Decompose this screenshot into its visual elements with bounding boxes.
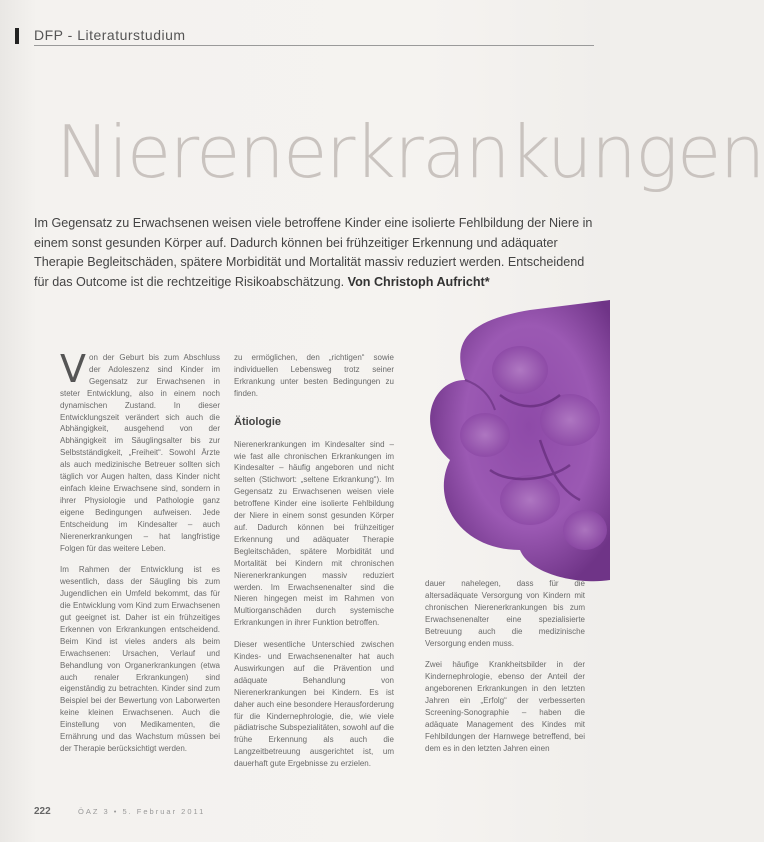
paragraph: Zwei häufige Krankheitsbilder in der Kindernephrologie, ebenso der Anteil der angeborenen Erkrankungen in den letzten Jahren ein „Erfolg“ der verbesserten Screening-Sonographie – haben die adäquate Management des Kindes mit Fehlbildungen der Harnwege betreffend, bei dem es in den letzten Jahren einen xyxy=(425,660,585,753)
paragraph: on der Geburt bis zum Abschluss der Adoleszenz sind Kinder im Gegensatz zur Erwachsenen in steter Entwicklung, also in einem noch dynamischen Zustand. In dieser Entwicklungszeit verändert sich auch die Abhängigkeit, ausgehend von der Abhängigkeit im Säuglingsalter bis zur Selbstständigkeit, „Freiheit“. Sowohl Ärzte als auch medizinische Betreuer sollten sich täglich vor Augen halten, dass Kinder nicht einfach kleine Erwachsene sind, sondern in ihrer Physiologie und Pathologie ganz eigene Bedingungen aufweisen. Jede Entscheidung im Kindesalter – auch Nierenerkrankungen – hat langfristige Folgen für das weitere Leben. xyxy=(60,353,220,553)
author-credit: Von Christoph Aufricht* xyxy=(347,274,490,289)
paragraph: zu ermöglichen, den „richtigen“ sowie individuellen Lebensweg trotz seiner Erkrankung unter besten Bedingungen zu finden. xyxy=(234,353,394,398)
text-column-3 xyxy=(425,578,585,765)
intro-text: Im Gegensatz zu Erwachsenen weisen viele betroffene Kinder eine isolierte Fehlbildung der Niere in einem sonst gesunden Körper auf. Dadurch können bei frühzeitiger Erkennung und adäquater Therapie Begleitschäden, spätere Morbidität und Mortalität massiv reduziert werden. Entscheidend für das Outcome ist die rechtzeitige Risikoabschätzung. xyxy=(34,216,593,289)
paragraph: Im Rahmen der Entwicklung ist es wesentlich, dass der Säugling bis zum Jugendlichen ein Umfeld bekommt, das für die Entwicklung vom Kind zum Erwachsenen gut geeignet ist. Daher ist ein frühzeitiges Erkennen von Erkrankungen entscheidend. Beim Kind ist vieles anders als beim Erwachsenen: Ursachen, Verlauf und Behandlung von Organerkrankungen (etwa auch renaler Erkrankungen) sind eigenständig zu betrachten. Kinder sind zum Beispiel bei der Bewertung von Laborwerten keine kleinen Erwachsenen. Auch die Einstellung von Medikamenten, die Ernährung und das Wachstum müssen bei der Therapie berücksichtigt werden. xyxy=(60,565,220,753)
paragraph: Nierenerkrankungen im Kindesalter sind – wie fast alle chronischen Erkrankungen im Kindesalter – häufig angeboren und nicht selten (Stichwort: „seltene Erkrankung“). Im Gegensatz zu Erwachsenen weisen viele betroffene Kinder eine isolierte Fehlbildung der Niere in einem sonst gesunden Körper auf. Dadurch können bei frühzeitiger Erkennung und adäquater Therapie Begleitschäden, spätere Morbidität und Mortalität bei Kindern mit chronischen Nierenerkrankungen massiv reduziert werden. Im Erwachsenenalter sind die Nieren hingegen meist im Rahmen von Multiorganschäden durch systemische Erkrankungen in ihrer Funktion betroffen. xyxy=(234,439,394,628)
header-rule xyxy=(34,45,594,46)
paragraph: Dieser wesentliche Unterschied zwischen Kindes- und Erwachsenenalter hat auch Auswirkungen auf die Prävention und adäquate Behandlung von Nierenerkrankungen bei Kindern. Es ist daher auch eine besondere Herausforderung für die Kindernephrologie, die, wie viele pädiatrische Subspezialitäten, sowohl auf die frühe Erkennung als auch die Langzeitbetreuung ausgerichtet ist, um dauerhaft gute Ergebnisse zu erzielen. xyxy=(234,640,394,769)
article-intro xyxy=(34,214,594,292)
paragraph: dauer nahelegen, dass für die altersadäquate Versorgung von Kindern mit chronischen Nierenerkrankungen bis zum Erwachsenenalter eine spezialisierte Betreuung auch die medizinische Versorgung enden muss. xyxy=(425,579,585,648)
publication-info: ÖAZ 3 • 5. Februar 2011 xyxy=(78,807,206,816)
section-heading-aetiologie: Ätiologie xyxy=(234,415,282,428)
article-title: Nierenerkrankungen xyxy=(56,110,764,194)
drop-cap: V xyxy=(60,347,86,391)
kidney-histology-image xyxy=(410,300,610,590)
section-marker xyxy=(15,28,19,44)
text-column-2 xyxy=(234,352,394,780)
page-number: 222 xyxy=(34,806,51,817)
section-header: DFP - Literaturstudium xyxy=(34,27,186,43)
text-column-1 xyxy=(60,347,220,765)
